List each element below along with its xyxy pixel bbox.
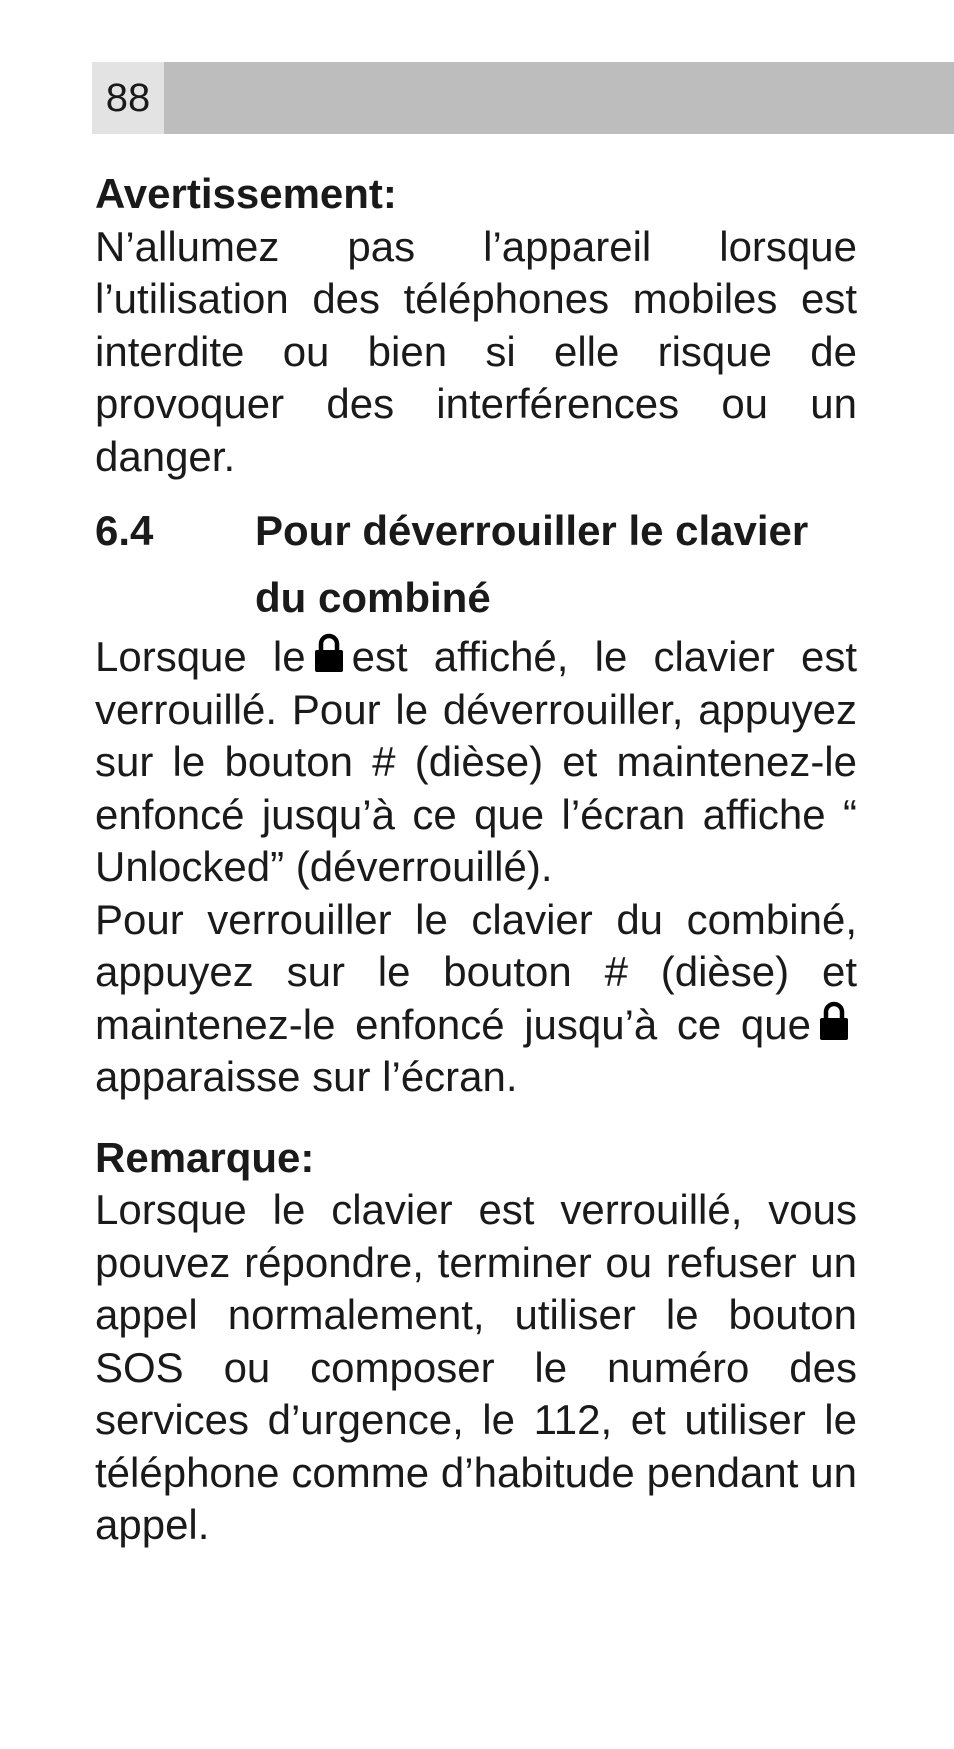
section-heading (95, 497, 857, 631)
page-content (95, 168, 857, 1552)
lock-icon (312, 633, 346, 673)
note-text: Lorsque le clavier est verrouillé, vous pouvez répondre, terminer ou refuser un appel normalement, utiliser le bouton SOS ou composer le numéro des services d’urgence, le 112, et utiliser le téléphone comme d’habitude pendant un appel. (95, 1186, 857, 1548)
spacer (95, 1104, 857, 1132)
page-number: 88 (92, 62, 164, 134)
lock-text-start: Pour verrouiller le clavier du combiné, appuyez sur le bouton # (dièse) et maintenez-le enfoncé jusqu’à ce que (95, 895, 857, 1048)
warning-label: Avertissement: (95, 170, 397, 217)
header-bar (92, 62, 954, 134)
lock-icon (817, 1001, 851, 1041)
unlock-text-end: est affiché, le clavier est verrouillé. Pour le déverrouiller, appuyez sur le bouton # (dièse) et maintenez-le enfoncé jusqu’à ce que l’écran affiche “ Unlocked” (déverrouillé). (95, 633, 857, 890)
unlock-paragraph (95, 631, 857, 894)
section-title: Pour déverrouiller le clavier du combiné (255, 507, 809, 621)
warning-text: N’allumez pas l’appareil lorsque l’utilisation des téléphones mobiles est interdite ou bien si elle risque de provoquer des interférences ou un danger. (95, 222, 857, 480)
unlock-text-start: Lorsque le (95, 633, 306, 680)
note-label: Remarque: (95, 1133, 315, 1181)
lock-paragraph (95, 894, 857, 1104)
section-number: 6.4 (95, 507, 154, 554)
lock-text-end: apparaisse sur l’écran. (95, 1053, 518, 1100)
